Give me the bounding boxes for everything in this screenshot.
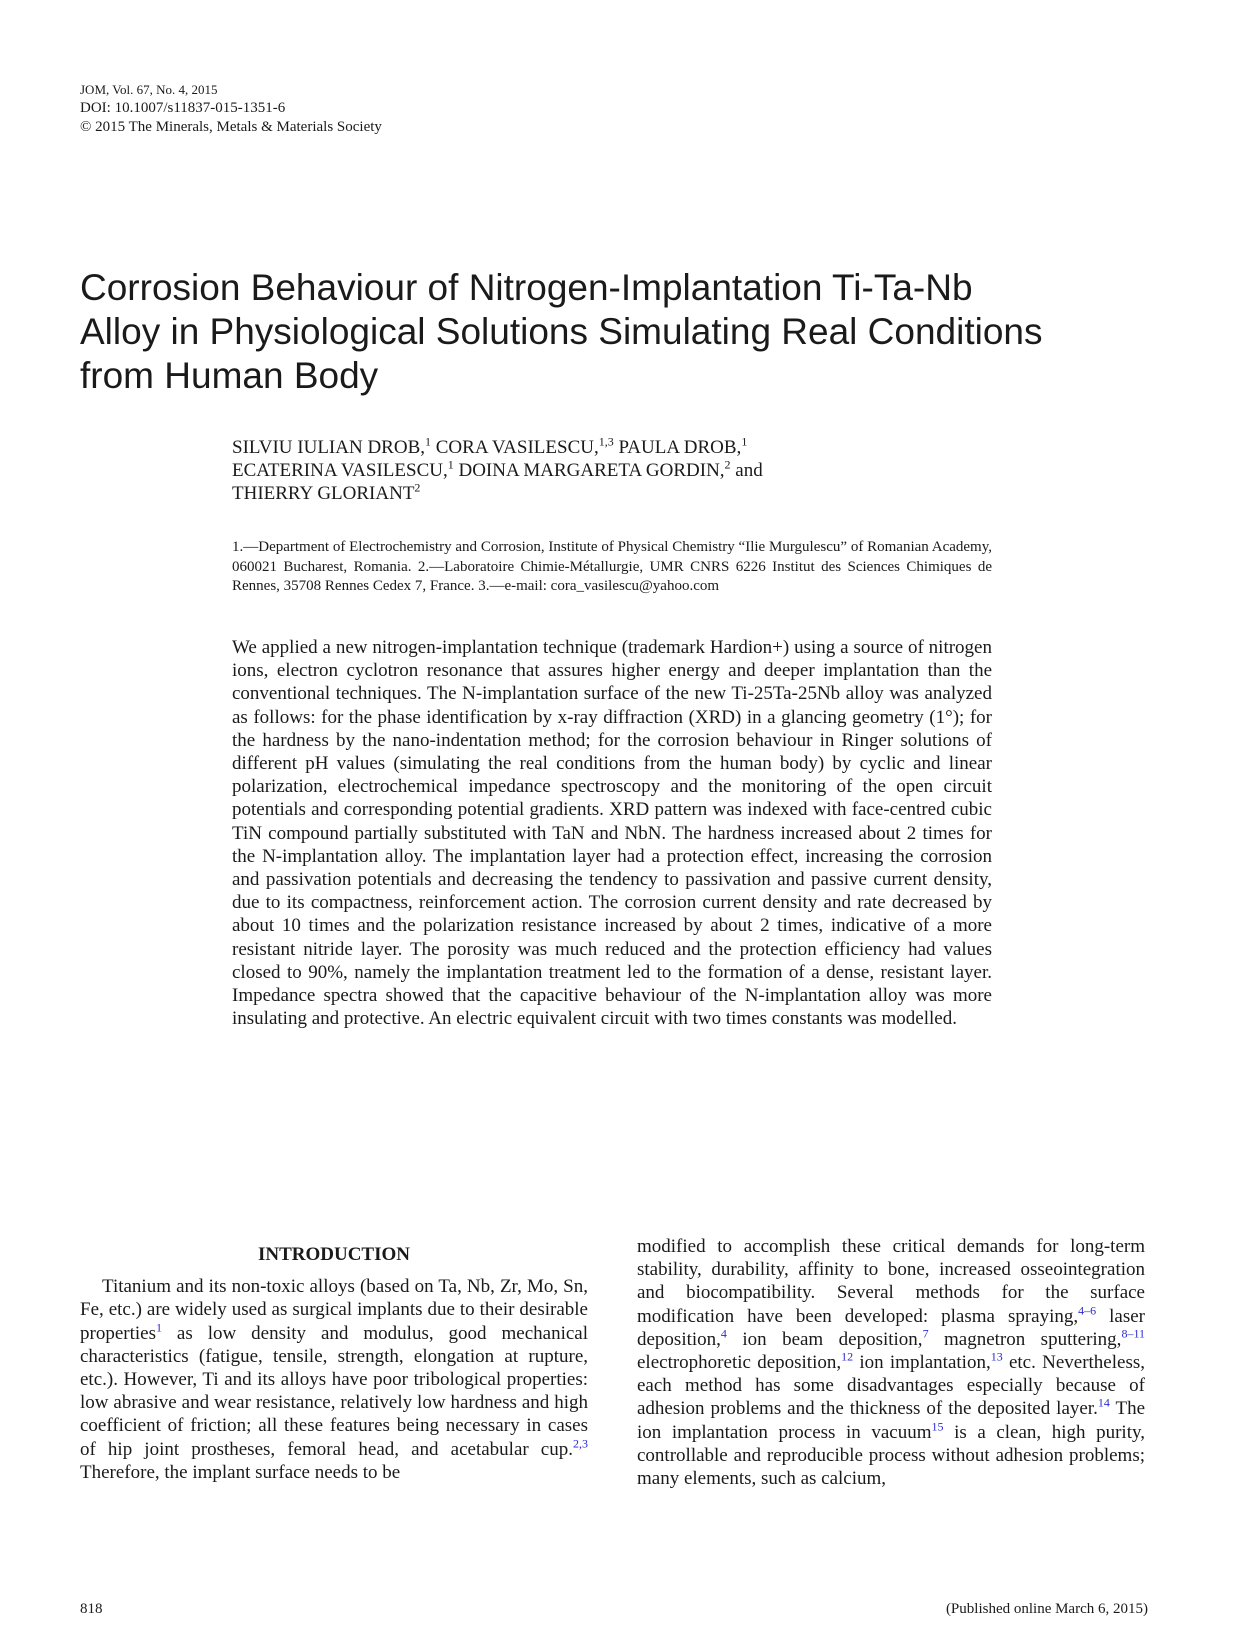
intro-paragraph-continued bbox=[637, 1235, 1145, 1490]
body-text: magnetron sputtering, bbox=[928, 1328, 1122, 1350]
published-date: (Published online March 6, 2015) bbox=[945, 1601, 1148, 1617]
body-text: modified to accomplish these critical demands for long-term stability, durability, affinity to bone, increased osseointegration and biocompatibility. Several methods for the surface modification have been developed: plasma spraying, bbox=[637, 1236, 1145, 1327]
affiliations: 1.—Department of Electrochemistry and Corrosion, Institute of Physical Chemistry “Ilie Murgulescu” of Romanian Academy, 060021 Bucharest, Romania. 2.—Laboratoire Chimie-Métallurgie, UMR CNRS 6226 Institut des Sciences Chimiques de Rennes, 35708 Rennes Cedex 7, France. 3.—e-mail: cora_vasilescu@yahoo.com bbox=[232, 539, 992, 594]
citation-link[interactable]: 15 bbox=[931, 1419, 944, 1434]
paper-title bbox=[80, 266, 1160, 398]
intro-paragraph bbox=[80, 1275, 588, 1484]
journal-citation: JOM, Vol. 67, No. 4, 2015 bbox=[80, 82, 218, 97]
body-text: is a clean, high purity, controllable and reproducible process without adhesion problems; many elements, such as calcium, bbox=[637, 1421, 1145, 1490]
affiliation-marker: 1 bbox=[447, 457, 454, 472]
title-line-1: Corrosion Behaviour of Nitrogen-Implantation Ti-Ta-Nb bbox=[80, 267, 973, 308]
body-text: ion beam deposition, bbox=[726, 1328, 923, 1350]
affiliation-marker: 2 bbox=[414, 480, 421, 495]
author: DOINA MARGARETA GORDIN, bbox=[453, 460, 725, 481]
citation-link[interactable]: 12 bbox=[841, 1349, 854, 1364]
abstract: We applied a new nitrogen-implantation technique (trademark Hardion+) using a source of nitrogen ions, electron cyclotron resonance that assures higher energy and deeper implantation than the conventional techniques. The N-implantation surface of the new Ti-25Ta-25Nb alloy was analyzed as follows: for the phase identification by x-ray diffraction (XRD) in a glancing geometry (1°); for the hardness by the nano-indentation method; for the corrosion behaviour in Ringer solutions of different pH values (simulating the real conditions from the human body) by cyclic and linear polarization, electrochemical impedance spectroscopy and the monitoring of the open circuit potentials and corresponding potential gradients. XRD pattern was indexed with face-centred cubic TiN compound partially substituted with TaN and NbN. The hardness increased about 2 times for the N-implantation alloy. The implantation layer had a protection effect, increasing the corrosion and passivation potentials and decreasing the tendency to passivation and passive current density, due to its compactness, reinforcement action. The corrosion current density and rate decreased by about 10 times and the polarization resistance increased by about 2 times, indicative of a more resistant nitride layer. The porosity was much reduced and the protection efficiency had values closed to 90%, namely the implantation treatment led to the formation of a dense, resistant layer. Impedance spectra showed that the capacitive behaviour of the N-implantation alloy was more insulating and protective. An electric equivalent circuit with two times constants was modelled. bbox=[232, 637, 992, 1030]
citation-link[interactable]: 7 bbox=[922, 1326, 929, 1341]
affiliation-marker: 1 bbox=[425, 434, 431, 449]
body-text: Therefore, the implant surface needs to be bbox=[80, 1461, 401, 1483]
copyright: © 2015 The Minerals, Metals & Materials Society bbox=[80, 119, 382, 135]
citation-link[interactable]: 13 bbox=[990, 1349, 1003, 1364]
doi: DOI: 10.1007/s11837-015-1351-6 bbox=[80, 100, 286, 116]
citation-link[interactable]: 8–11 bbox=[1121, 1326, 1145, 1341]
author: SILVIU IULIAN DROB, bbox=[232, 437, 425, 458]
author: CORA VASILESCU, bbox=[431, 437, 599, 458]
body-text: The ion implantation process in vacuum bbox=[637, 1398, 1146, 1443]
body-text: as low density and modulus, good mechanical characteristics (fatigue, tensile, strength, elongation at rupture, etc.). However, Ti and its alloys have poor tribological properties: low abrasive and wear resistance, relatively low hardness and high coefficient of friction; all these features being necessary in cases of hip joint prostheses, femoral head, and acetabular cup. bbox=[80, 1322, 588, 1460]
citation-link[interactable]: 4 bbox=[720, 1326, 727, 1341]
author: PAULA DROB, bbox=[613, 437, 742, 458]
author-line-2 bbox=[232, 459, 1132, 482]
author-list bbox=[232, 436, 1132, 505]
author: THIERRY GLORIANT bbox=[232, 483, 415, 504]
affiliation-marker: 1,3 bbox=[598, 434, 614, 449]
journal-header bbox=[80, 80, 382, 137]
author-line-3 bbox=[232, 482, 1132, 505]
author: ECATERINA VASILESCU, bbox=[232, 460, 448, 481]
author-conjunction: and bbox=[730, 460, 763, 481]
title-line-3: from Human Body bbox=[80, 355, 379, 396]
body-text: etc. Nevertheless, each method has some disadvantages especially because of adhesion problems and the thickness of the deposited layer. bbox=[637, 1352, 1145, 1420]
body-text: ion implantation, bbox=[853, 1352, 991, 1374]
section-heading-introduction: INTRODUCTION bbox=[257, 1244, 411, 1265]
citation-link[interactable]: 14 bbox=[1097, 1396, 1110, 1411]
title-line-2: Alloy in Physiological Solutions Simulating Real Conditions bbox=[80, 311, 1043, 352]
body-text: Titanium and its non-toxic alloys (based on Ta, Nb, Zr, Mo, Sn, Fe, etc.) are widely used as surgical implants due to their desirable properties bbox=[80, 1276, 588, 1344]
page-number: 818 bbox=[80, 1601, 103, 1617]
affiliation-marker: 2 bbox=[724, 457, 731, 472]
body-text: electrophoretic deposition, bbox=[637, 1352, 842, 1374]
citation-link[interactable]: 4–6 bbox=[1078, 1303, 1097, 1318]
intro-left-column bbox=[80, 1233, 588, 1484]
citation-link[interactable]: 1 bbox=[155, 1320, 162, 1335]
affiliation-marker: 1 bbox=[741, 434, 748, 449]
intro-right-column bbox=[637, 1235, 1145, 1490]
body-text: laser deposition, bbox=[637, 1305, 1145, 1350]
author-line-1 bbox=[232, 436, 1132, 459]
citation-link[interactable]: 2,3 bbox=[573, 1436, 588, 1451]
